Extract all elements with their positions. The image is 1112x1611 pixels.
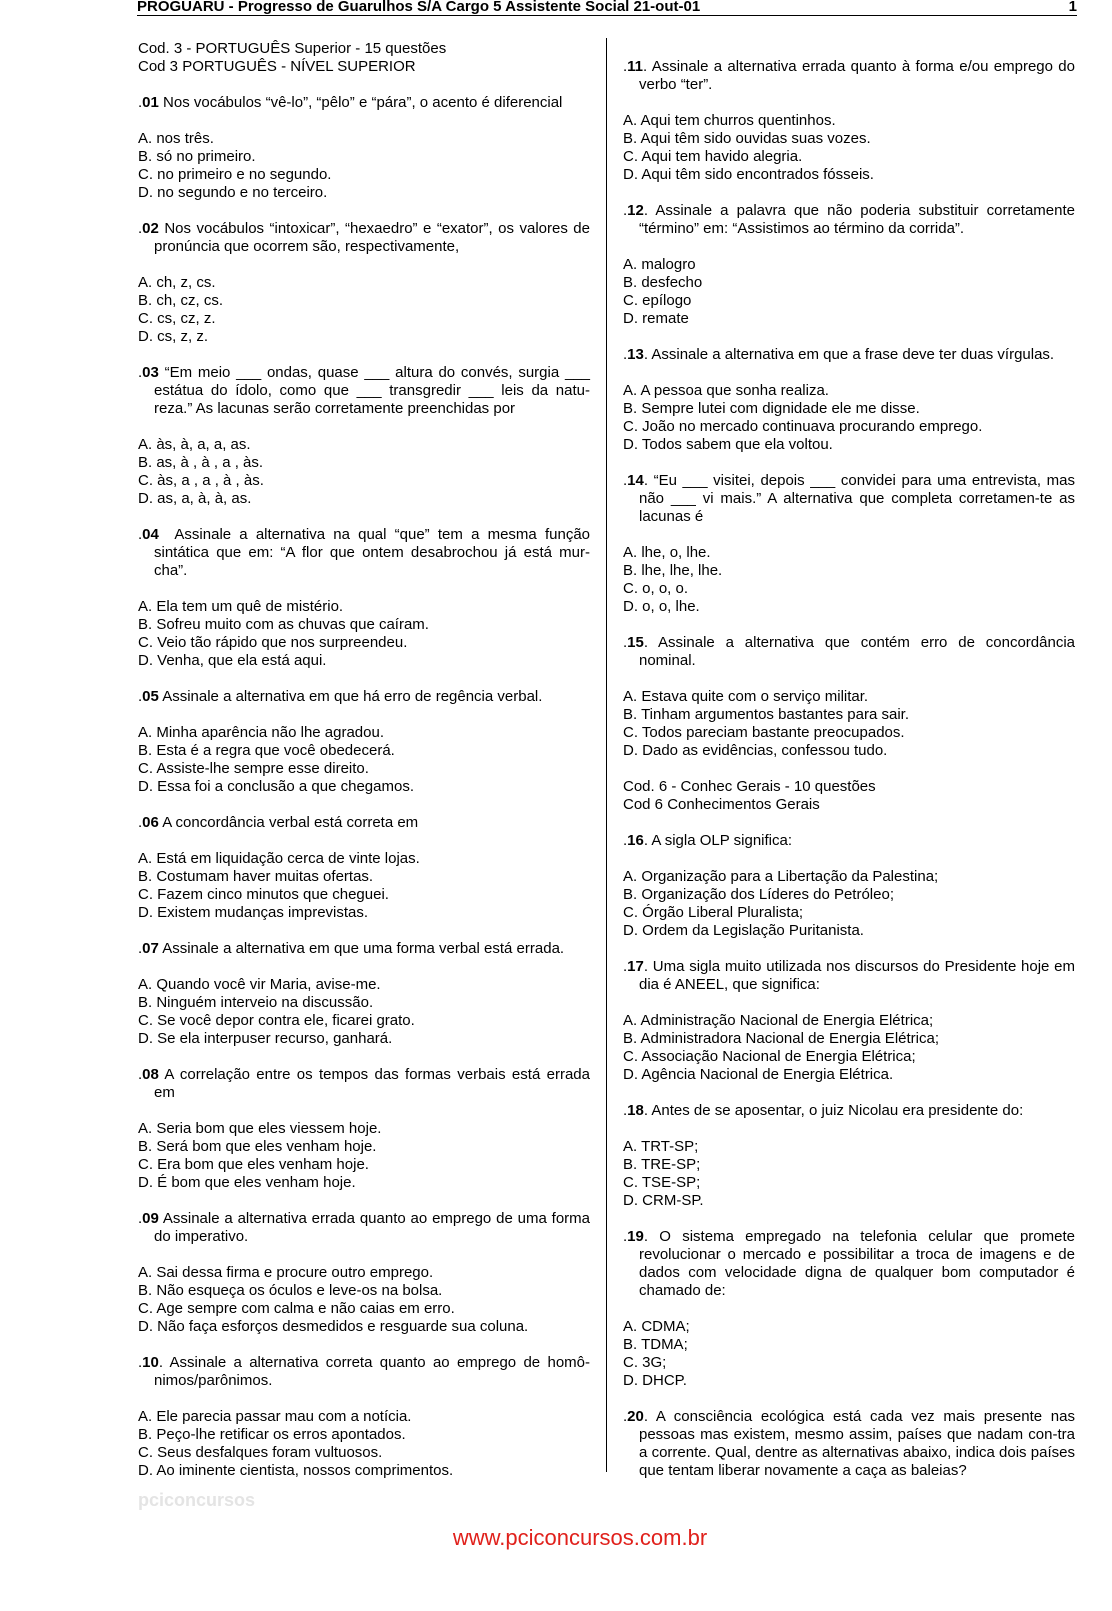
header-title: PROGUARU - Progresso de Guarulhos S/A Cargo 5 Assistente Social 21-out-01: [137, 0, 701, 15]
option-list: [138, 850, 590, 922]
section-heading-line: Cod. 3 - PORTUGUÊS Superior - 15 questões: [138, 40, 447, 57]
question-number: 19: [627, 1228, 644, 1245]
answer-option: D. Todos sabem que ela voltou.: [623, 436, 833, 453]
question-07: .07 Assinale a alternativa em que uma forma verbal está errada.: [138, 940, 565, 957]
question-separator: .: [643, 832, 652, 849]
answer-option: B. Ninguém interveio na discussão.: [138, 994, 374, 1011]
answer-option: A. ch, z, cs.: [138, 274, 216, 291]
question-number: 11: [627, 58, 644, 75]
question-text: “Eu ___ visitei, depois ___ convidei para uma entrevista, mas não ___ vi mais.” A alternativa que completa corretamen-te as lacunas é: [639, 472, 1075, 525]
option-list: [138, 130, 590, 202]
question-number: 12: [627, 202, 644, 219]
answer-option: D. Se ela interpuser recurso, ganhará.: [138, 1030, 393, 1047]
answer-option: B. Sempre lutei com dignidade ele me disse.: [623, 400, 920, 417]
answer-option: D. Essa foi a conclusão a que chegamos.: [138, 778, 414, 795]
question-number: 08: [142, 1066, 159, 1083]
question-13: .13. Assinale a alternativa em que a frase deve ter duas vírgulas.: [623, 346, 1055, 363]
answer-option: D. CRM-SP.: [623, 1192, 704, 1209]
question-number: 04: [142, 526, 159, 543]
answer-option: C. 3G;: [623, 1354, 667, 1371]
answer-option: C. Assiste-lhe sempre esse direito.: [138, 760, 369, 777]
answer-option: A. Ele parecia passar mau com a notícia.: [138, 1408, 412, 1425]
answer-option: D. Agência Nacional de Energia Elétrica.: [623, 1066, 894, 1083]
answer-option: A. malogro: [623, 256, 696, 273]
question-number: 18: [627, 1102, 644, 1119]
answer-option: A. às, à, a, a, as.: [138, 436, 251, 453]
answer-option: B. TRE-SP;: [623, 1156, 701, 1173]
answer-option: B. Costumam haver muitas ofertas.: [138, 868, 374, 885]
option-list: [623, 112, 1075, 184]
question-number: 14: [627, 472, 644, 489]
option-list: [138, 1120, 590, 1192]
question-number: 02: [142, 220, 159, 237]
option-list: [623, 256, 1075, 328]
question-text: A consciência ecológica está cada vez mais presente nas pessoas mas existem, mesmo assim, países que nadam con-tra a corrente. Qual, dentre as alternativas abaixo, indica dois países que tentam liberar novamente a caça as baleias?: [639, 1408, 1075, 1479]
option-list: [138, 1264, 590, 1336]
question-20: .20. A consciência ecológica está cada vez mais presente nas pessoas mas existem, mesmo assim, países que nadam con-tra a corrente. Qual, dentre as alternativas abaixo, indica dois países que tentam liberar novamente a caça as baleias?: [623, 1408, 1075, 1479]
answer-option: C. no primeiro e no segundo.: [138, 166, 332, 183]
question-number: 17: [627, 958, 644, 975]
question-separator: .: [643, 472, 654, 489]
option-list: [138, 274, 590, 346]
question-08: .08 A correlação entre os tempos das formas verbais está errada em: [138, 1066, 590, 1101]
question-text: Nos vocábulos “vê-lo”, “pêlo” e “pára”, o acento é diferencial: [163, 94, 563, 111]
answer-option: B. Aqui têm sido ouvidas suas vozes.: [623, 130, 871, 147]
section-heading-line: Cod 3 PORTUGUÊS - NÍVEL SUPERIOR: [138, 58, 416, 75]
question-19: .19. O sistema empregado na telefonia celular que promete revolucionar o mercado e possibilitar a troca de imagens e de dados com velocidade digna de qualquer bom computador é chamado de:: [623, 1228, 1075, 1299]
answer-option: A. Aqui tem churros quentinhos.: [623, 112, 836, 129]
question-17: .17. Uma sigla muito utilizada nos discursos do Presidente hoje em dia é ANEEL, que significa:: [623, 958, 1075, 993]
answer-option: C. Era bom que eles venham hoje.: [138, 1156, 369, 1173]
question-06: .06 A concordância verbal está correta em: [138, 814, 419, 831]
answer-option: D. no segundo e no terceiro.: [138, 184, 328, 201]
watermark: pciconcursos: [138, 1490, 256, 1510]
answer-option: A. A pessoa que sonha realiza.: [623, 382, 829, 399]
question-number: 20: [627, 1408, 644, 1425]
question-text: O sistema empregado na telefonia celular que promete revolucionar o mercado e possibilitar a troca de imagens e de dados com velocidade digna de qualquer bom computador é chamado de:: [639, 1228, 1075, 1299]
answer-option: C. Veio tão rápido que nos surpreendeu.: [138, 634, 408, 651]
answer-option: A. Administração Nacional de Energia Elétrica;: [623, 1012, 934, 1029]
column-divider: [606, 38, 607, 1472]
option-list: [623, 1318, 1075, 1390]
section-heading: [623, 778, 1075, 814]
question-09: .09 Assinale a alternativa errada quanto ao emprego de uma forma do imperativo.: [138, 1210, 590, 1245]
answer-option: C. Todos pareciam bastante preocupados.: [623, 724, 905, 741]
question-number: 15: [627, 634, 644, 651]
option-list: [138, 436, 590, 508]
answer-option: C. Aqui tem havido alegria.: [623, 148, 803, 165]
question-text: Assinale a alternativa em que a frase deve ter duas vírgulas.: [651, 346, 1055, 363]
answer-option: A. CDMA;: [623, 1318, 690, 1335]
question-14: .14. “Eu ___ visitei, depois ___ convidei para uma entrevista, mas não ___ vi mais.” A alternativa que completa corretamen-te as lacunas é: [623, 472, 1075, 525]
answer-option: B. Administradora Nacional de Energia Elétrica;: [623, 1030, 939, 1047]
question-text: A concordância verbal está correta em: [162, 814, 419, 831]
option-list: [623, 688, 1075, 760]
answer-option: C. cs, cz, z.: [138, 310, 216, 327]
question-15: .15. Assinale a alternativa que contém erro de concordância nominal.: [623, 634, 1075, 669]
answer-option: C. TSE-SP;: [623, 1174, 701, 1191]
question-number: 01: [142, 94, 159, 111]
answer-option: B. TDMA;: [623, 1336, 688, 1353]
question-separator: .: [158, 1354, 170, 1371]
page-header: [137, 0, 1077, 16]
answer-option: B. ch, cz, cs.: [138, 292, 224, 309]
answer-option: C. Associação Nacional de Energia Elétrica;: [623, 1048, 916, 1065]
answer-option: D. DHCP.: [623, 1372, 687, 1389]
question-text: A sigla OLP significa:: [651, 832, 793, 849]
answer-option: B. Esta é a regra que você obedecerá.: [138, 742, 395, 759]
answer-option: A. Organização para a Libertação da Palestina;: [623, 868, 939, 885]
option-list: [138, 976, 590, 1048]
option-list: [138, 1408, 590, 1480]
question-text: A correlação entre os tempos das formas verbais está errada em: [154, 1066, 590, 1101]
answer-option: A. nos três.: [138, 130, 214, 147]
question-text: Assinale a alternativa em que uma forma verbal está errada.: [162, 940, 565, 957]
option-list: [138, 598, 590, 670]
answer-option: D. Existem mudanças imprevistas.: [138, 904, 369, 921]
question-text: Antes de se aposentar, o juiz Nicolau era presidente do:: [651, 1102, 1024, 1119]
answer-option: A. lhe, o, lhe.: [623, 544, 711, 561]
answer-option: A. Está em liquidação cerca de vinte lojas.: [138, 850, 420, 867]
left-column: [138, 40, 590, 1498]
answer-option: C. Age sempre com calma e não caias em erro.: [138, 1300, 455, 1317]
answer-option: B. lhe, lhe, lhe.: [623, 562, 723, 579]
question-01: .01 Nos vocábulos “vê-lo”, “pêlo” e “pára”, o acento é diferencial: [138, 94, 563, 111]
question-text: Assinale a alternativa que contém erro de concordância nominal.: [639, 634, 1075, 669]
answer-option: B. só no primeiro.: [138, 148, 256, 165]
section-heading-line: Cod 6 Conhecimentos Gerais: [623, 796, 820, 813]
question-separator: [159, 526, 175, 543]
answer-option: D. as, a, à, à, as.: [138, 490, 252, 507]
option-list: [623, 382, 1075, 454]
question-text: Assinale a alternativa correta quanto ao emprego de homô-nimos/parônimos.: [154, 1354, 590, 1389]
answer-option: D. cs, z, z.: [138, 328, 209, 345]
answer-option: B. as, à , à , a , às.: [138, 454, 264, 471]
section-heading: [138, 40, 590, 76]
answer-option: C. Seus desfalques foram vultuosos.: [138, 1444, 383, 1461]
answer-option: B. Peço-lhe retificar os erros apontados.: [138, 1426, 406, 1443]
answer-option: A. Quando você vir Maria, avise-me.: [138, 976, 381, 993]
page-number: 1: [1068, 0, 1077, 15]
question-text: Assinale a alternativa em que há erro de regência verbal.: [162, 688, 543, 705]
question-18: .18. Antes de se aposentar, o juiz Nicolau era presidente do:: [623, 1102, 1024, 1119]
answer-option: C. às, a , a , à , às.: [138, 472, 264, 489]
answer-option: A. Ela tem um quê de mistério.: [138, 598, 344, 615]
question-text: Uma sigla muito utilizada nos discursos do Presidente hoje em dia é ANEEL, que significa:: [639, 958, 1075, 993]
question-separator: .: [643, 958, 653, 975]
answer-option: C. Se você depor contra ele, ficarei grato.: [138, 1012, 415, 1029]
answer-option: D. Não faça esforços desmedidos e resguarde sua coluna.: [138, 1318, 529, 1335]
question-number: 10: [142, 1354, 159, 1371]
answer-option: A. TRT-SP;: [623, 1138, 699, 1155]
question-10: .10. Assinale a alternativa correta quanto ao emprego de homô-nimos/parônimos.: [138, 1354, 590, 1389]
answer-option: C. João no mercado continuava procurando emprego.: [623, 418, 983, 435]
question-separator: .: [643, 202, 656, 219]
option-list: [623, 868, 1075, 940]
question-separator: .: [643, 634, 659, 651]
question-number: 03: [142, 364, 159, 381]
question-separator: .: [643, 1228, 660, 1245]
answer-option: C. epílogo: [623, 292, 692, 309]
question-separator: .: [643, 1102, 652, 1119]
question-separator: .: [643, 1408, 656, 1425]
answer-option: B. Organização dos Líderes do Petróleo;: [623, 886, 894, 903]
question-number: 13: [627, 346, 644, 363]
question-16: .16. A sigla OLP significa:: [623, 832, 793, 849]
question-12: .12. Assinale a palavra que não poderia substituir corretamente “término” em: “Assistimos ao término da corrida”.: [623, 202, 1075, 237]
answer-option: A. Seria bom que eles viessem hoje.: [138, 1120, 382, 1137]
answer-option: D. Venha, que ela está aqui.: [138, 652, 327, 669]
answer-option: C. o, o, o.: [623, 580, 689, 597]
option-list: [138, 724, 590, 796]
question-number: 06: [142, 814, 159, 831]
answer-option: A. Minha aparência não lhe agradou.: [138, 724, 385, 741]
answer-option: B. desfecho: [623, 274, 703, 291]
answer-option: D. Ordem da Legislação Puritanista.: [623, 922, 864, 939]
answer-option: D. remate: [623, 310, 689, 327]
answer-option: B. Sofreu muito com as chuvas que caíram.: [138, 616, 429, 633]
answer-option: A. Estava quite com o serviço militar.: [623, 688, 869, 705]
question-number: 07: [142, 940, 159, 957]
question-text: Assinale a alternativa na qual “que” tem a mesma função sintática que em: “A flor que ontem desabrochou já está mur-cha”.: [154, 526, 590, 579]
answer-option: D. Aqui têm sido encontrados fósseis.: [623, 166, 874, 183]
question-11: .11. Assinale a alternativa errada quanto à forma e/ou emprego do verbo “ter”.: [623, 58, 1075, 93]
question-separator: .: [643, 58, 652, 75]
question-number: 16: [627, 832, 644, 849]
option-list: [623, 1012, 1075, 1084]
question-03: .03 “Em meio ___ ondas, quase ___ altura do convés, surgia ___ estátua do ídolo, como que ___ transgredir ___ leis da natu-reza.” As lacunas serão corretamente preenchidas por: [138, 364, 590, 417]
question-04: .04 Assinale a alternativa na qual “que” tem a mesma função sintática que em: “A flor que ontem desabrochou já está mur-cha”.: [138, 526, 590, 579]
question-text: Assinale a palavra que não poderia substituir corretamente “término” em: “Assistimos ao término da corrida”.: [639, 202, 1075, 237]
right-column: [623, 58, 1075, 1498]
answer-option: B. Será bom que eles venham hoje.: [138, 1138, 377, 1155]
answer-option: D. Ao iminente cientista, nossos comprimentos.: [138, 1462, 454, 1479]
answer-option: D. o, o, lhe.: [623, 598, 700, 615]
section-heading-line: Cod. 6 - Conhec Gerais - 10 questões: [623, 778, 876, 795]
answer-option: B. Tinham argumentos bastantes para sair.: [623, 706, 909, 723]
question-text: “Em meio ___ ondas, quase ___ altura do convés, surgia ___ estátua do ídolo, como que ___ transgredir ___ leis da natu-reza.” As lacunas serão corretamente preenchidas por: [154, 364, 590, 417]
question-number: 09: [142, 1210, 159, 1227]
answer-option: B. Não esqueça os óculos e leve-os na bolsa.: [138, 1282, 443, 1299]
question-02: .02 Nos vocábulos “intoxicar”, “hexaedro” e “exator”, os valores de pronúncia que ocorrem são, respectivamente,: [138, 220, 590, 255]
answer-option: C. Fazem cinco minutos que cheguei.: [138, 886, 389, 903]
question-05: .05 Assinale a alternativa em que há erro de regência verbal.: [138, 688, 543, 705]
answer-option: D. Dado as evidências, confessou tudo.: [623, 742, 888, 759]
option-list: [623, 1138, 1075, 1210]
answer-option: A. Sai dessa firma e procure outro emprego.: [138, 1264, 434, 1281]
question-text: Assinale a alternativa errada quanto à forma e/ou emprego do verbo “ter”.: [639, 58, 1075, 93]
question-separator: .: [643, 346, 652, 363]
question-text: Nos vocábulos “intoxicar”, “hexaedro” e “exator”, os valores de pronúncia que ocorrem são, respectivamente,: [154, 220, 590, 255]
answer-option: D. É bom que eles venham hoje.: [138, 1174, 356, 1191]
answer-option: C. Órgão Liberal Pluralista;: [623, 904, 804, 921]
footer-link[interactable]: www.pciconcursos.com.br: [452, 1525, 708, 1550]
question-number: 05: [142, 688, 159, 705]
option-list: [623, 544, 1075, 616]
question-text: Assinale a alternativa errada quanto ao emprego de uma forma do imperativo.: [154, 1210, 590, 1245]
